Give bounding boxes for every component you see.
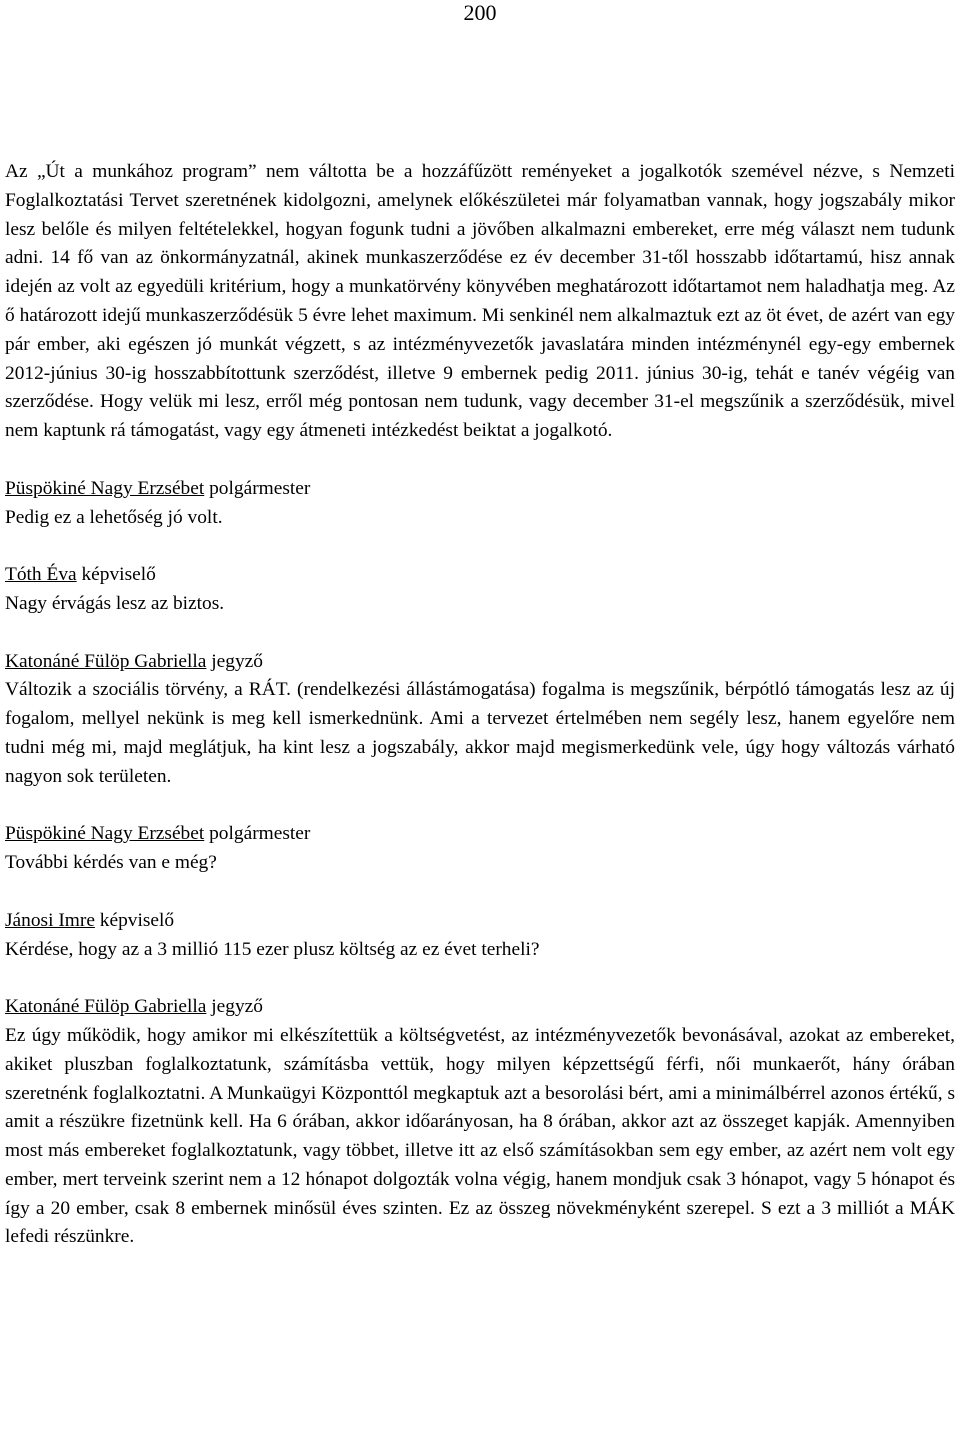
speaker-name: Jánosi Imre [5,909,95,931]
speech-text: Pedig ez a lehetőség jó volt. [5,506,223,528]
speaker-role: képviselő [99,909,175,931]
speaker-line [5,648,955,677]
speaker-line [5,907,955,936]
intro-paragraph: Az „Út a munkához program” nem váltotta be a hozzáfűzött reményeket a jogalkotók szemével nézve, s Nemzeti Foglalkoztatási Tervet szeretnének kidolgozni, amelynek előkészületei már folyamatban vannak, hogy jogszabály mikor lesz belőle és milyen feltételekkel, hogyan fogunk tudni a jövőben alkalmazni embereket, erre még választ nem tudunk adni. 14 fő van az önkormányzatnál, akinek munkaszerződése ez év december 31-től hosszabb időtartamú, hisz annak idején az volt az egyedüli kritérium, hogy a munkatörvény könyvében meghatározott időtartamot nem haladhatja meg. Az ő határozott idejű munkaszerződésük 5 évre lehet maximum. Mi senkinél nem alkalmaztuk ezt az öt évet, de azért van egy pár ember, aki egészen jó munkát végzett, s az intézményvezetők javaslatára minden intézménynél egy-egy embernek 2012-június 30-ig hosszabbítottunk szerződést, illetve 9 embernek pedig 2011. június 30-ig, tehát e tanév végéig van szerződése. Hogy velük mi lesz, erről még pontosan nem tudunk, vagy december 31-el megszűnik a szerződésük, mivel nem kaptunk rá támogatást, vagy egy átmeneti intézkedést beiktat a jogalkotó. [5,161,955,442]
speaker-line [5,561,955,590]
speaker-line [5,475,955,504]
speech-text: Kérdése, hogy az a 3 millió 115 ezer plusz költség az ez évet terheli? [5,938,540,960]
speaker-name: Katonáné Fülöp Gabriella [5,650,207,672]
speaker-line [5,820,955,849]
speech-text: Változik a szociális törvény, a RÁT. (rendelkezési állástámogatása) fogalma is megszűnik, bérpótló támogatás lesz az új fogalom, mellyel nekünk is meg kell ismerkednünk. Ami a tervezet értelmében nem segély lesz, hanem egyelőre nem tudni még mi, majd meglátjuk, ha kint lesz a jogszabály, akkor majd megismerkedünk vele, úgy hogy változás várható nagyon sok területen. [5,679,955,787]
speaker-entry [5,820,955,878]
speech-text: Nagy érvágás lesz az biztos. [5,592,225,614]
speaker-name: Tóth Éva [5,564,77,586]
speaker-role: képviselő [81,564,156,586]
speaker-entry [5,993,955,1252]
speaker-name: Püspökiné Nagy Erzsébet [5,477,205,499]
speaker-entry [5,907,955,965]
speech-text: További kérdés van e még? [5,852,217,874]
speaker-role: polgármester [209,823,311,845]
speaker-role: polgármester [209,477,311,499]
page-number: 200 [463,0,497,25]
speaker-line [5,993,955,1022]
speech-text: Ez úgy működik, hogy amikor mi elkészítettük a költségvetést, az intézményvezetők bevonásával, azokat az embereket, akiket pluszban foglalkoztatunk, számításba vettük, hogy milyen képzettségű férfi, női munkaerőt, hány órában szeretnénk foglalkoztatni. A Munkaügyi Központtól megkaptuk azt a besorolási bért, ami a minimálbérrel azonos értékű, s amit a részükre fizetnünk kell. Ha 6 órában, akkor időarányosan, ha 8 órában, akkor azt az összeget kapják. Amennyiben most más embereket foglalkoztatunk, vagy többet, illetve itt az első számításokban sem egy ember, az azért nem volt egy ember, mert terveink szerint nem a 12 hónapot dolgozták volna végig, hanem mondjuk csak 3 hónapot, vagy 5 hónapot és így a 20 ember, csak 8 embernek minősül éves szinten. Ez az összeg növekményként szerepel. S ezt a 3 milliót a MÁK lefedi részünkre. [5,1024,955,1248]
speaker-entry [5,475,955,533]
speaker-role: jegyző [211,650,263,672]
speaker-entry [5,648,955,792]
speaker-entry [5,561,955,619]
speaker-name: Püspökiné Nagy Erzsébet [5,823,205,845]
speaker-name: Katonáné Fülöp Gabriella [5,996,207,1018]
speaker-role: jegyző [211,996,263,1018]
document-body [5,158,955,1252]
